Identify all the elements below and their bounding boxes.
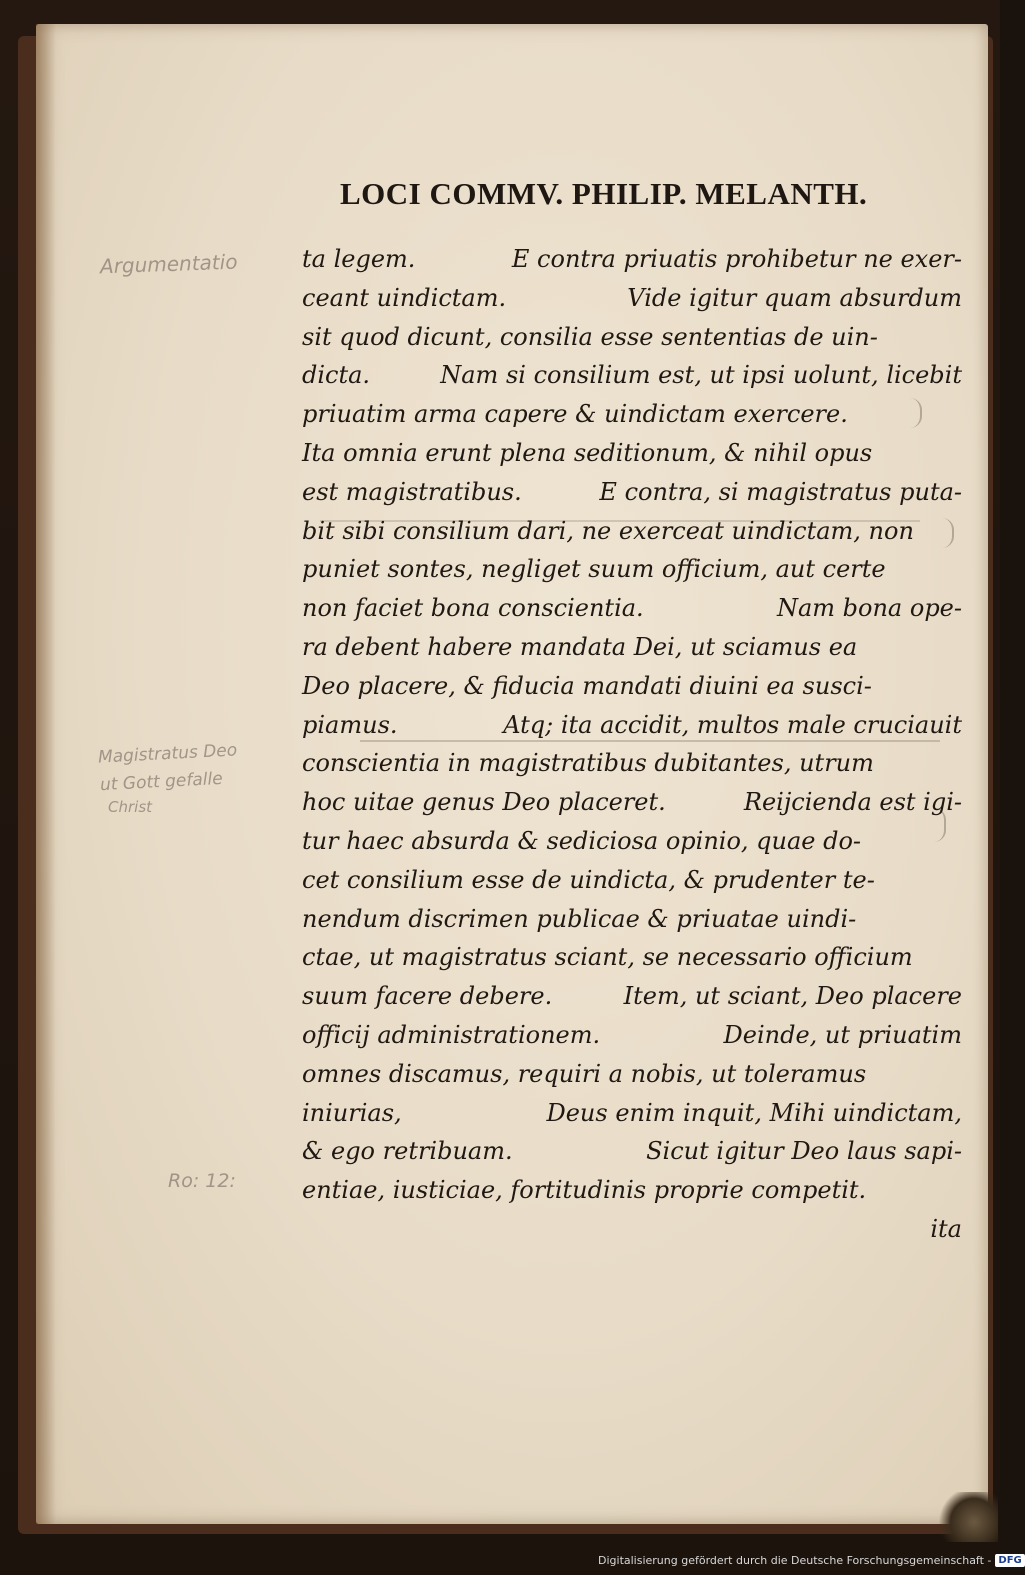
text-segment: conscientia in magistratibus dubitantes, utrum bbox=[302, 749, 874, 778]
text-line bbox=[302, 783, 962, 822]
text-segment: piamus. bbox=[302, 710, 398, 739]
funding-credit: Digitalisierung gefördert durch die Deutsche Forschungsgemeinschaft - bbox=[598, 1553, 992, 1567]
text-segment: omnes discamus, requiri a nobis, ut toleramus bbox=[302, 1059, 867, 1088]
text-segment: cet consilium esse de uindicta, & prudenter te- bbox=[302, 865, 875, 894]
margin-note: ut Gott gefalle bbox=[99, 768, 224, 796]
text-segment: bit sibi consilium dari, ne exerceat uindictam, non bbox=[302, 516, 914, 545]
catchword bbox=[302, 1210, 962, 1249]
text-line bbox=[302, 977, 962, 1016]
text-segment: hoc uitae genus Deo placeret. bbox=[302, 788, 666, 817]
text-segment: Vide igitur quam absurdum bbox=[627, 283, 962, 312]
text-segment: Deus enim inquit, Mihi uindictam, bbox=[546, 1098, 962, 1127]
text-segment: dicta. bbox=[302, 361, 371, 390]
text-segment: ceant uindictam. bbox=[302, 283, 507, 312]
text-line bbox=[302, 473, 962, 512]
text-line bbox=[302, 1016, 962, 1055]
text-segment: iniurias, bbox=[302, 1098, 402, 1127]
text-segment: Reijcienda est igi- bbox=[743, 788, 962, 817]
text-segment: ra debent habere mandata Dei, ut sciamus ea bbox=[302, 632, 858, 661]
text-line bbox=[302, 1132, 962, 1171]
margin-note: Ro: 12: bbox=[168, 1170, 236, 1192]
text-segment: sit quod dicunt, consilia esse sententias de uin- bbox=[302, 322, 878, 351]
text-segment: Nam si consilium est, ut ipsi uolunt, licebit bbox=[440, 361, 962, 390]
text-segment: E contra priuatis prohibetur ne exer- bbox=[511, 245, 962, 273]
footer bbox=[598, 1550, 1025, 1570]
text-line bbox=[302, 628, 962, 667]
text-segment: ta legem. bbox=[302, 245, 416, 273]
text-segment: suum facere debere. bbox=[302, 982, 553, 1011]
text-segment: Item, ut sciant, Deo placere bbox=[623, 982, 962, 1011]
text-line bbox=[302, 938, 962, 977]
text-line bbox=[302, 1055, 962, 1094]
text-line bbox=[302, 318, 962, 357]
margin-note: Christ bbox=[108, 798, 153, 816]
text-line bbox=[302, 744, 962, 783]
text-line bbox=[302, 861, 962, 900]
text-segment: E contra, si magistratus puta- bbox=[599, 477, 962, 506]
text-segment: non faciet bona conscientia. bbox=[302, 594, 644, 623]
text-line bbox=[302, 900, 962, 939]
text-segment: Deo placere, & fiducia mandati diuini ea susci- bbox=[302, 671, 872, 700]
text-segment: Deinde, ut priuatim bbox=[723, 1020, 962, 1049]
text-segment: & ego retribuam. bbox=[302, 1137, 513, 1166]
text-line bbox=[302, 706, 962, 745]
text-line bbox=[302, 512, 962, 551]
text-line bbox=[302, 240, 962, 279]
text-segment: nendum discrimen publicae & priuatae uindi- bbox=[302, 904, 857, 933]
text-segment: priuatim arma capere & uindictam exercere. bbox=[302, 400, 848, 429]
text-segment: ctae, ut magistratus sciant, se necessario officium bbox=[302, 943, 913, 972]
text-segment: puniet sontes, negliget suum officium, aut certe bbox=[302, 555, 886, 584]
text-line bbox=[302, 589, 962, 628]
text-segment: tur haec absurda & sediciosa opinio, quae do- bbox=[302, 826, 862, 855]
text-line bbox=[302, 550, 962, 589]
text-line bbox=[302, 822, 962, 861]
text-line bbox=[302, 1094, 962, 1133]
cover-ornament bbox=[938, 1492, 998, 1542]
text-segment: Nam bona ope- bbox=[776, 594, 962, 623]
text-segment: Sicut igitur Deo laus sapi- bbox=[646, 1137, 962, 1166]
text-segment: Ita omnia erunt plena seditionum, & nihil opus bbox=[302, 438, 873, 467]
text-line bbox=[302, 1171, 962, 1210]
text-line bbox=[302, 667, 962, 706]
dfg-logo: DFG bbox=[995, 1554, 1024, 1567]
gutter-shadow bbox=[36, 24, 56, 1524]
text-segment: officij administrationem. bbox=[302, 1020, 601, 1049]
text-line bbox=[302, 434, 962, 473]
text-line bbox=[302, 279, 962, 318]
text-line bbox=[302, 395, 962, 434]
catchword-text: ita bbox=[930, 1214, 962, 1243]
text-segment: entiae, iusticiae, fortitudinis proprie competit. bbox=[302, 1176, 867, 1205]
text-line bbox=[302, 356, 962, 395]
text-segment: est magistratibus. bbox=[302, 477, 522, 506]
margin-note: Argumentatio bbox=[99, 249, 238, 279]
margin-note: Magistratus Deo bbox=[97, 740, 238, 768]
running-head: LOCI COMMV. PHILIP. MELANTH. bbox=[340, 176, 868, 211]
text-segment: Atq; ita accidit, multos male cruciauit bbox=[503, 710, 962, 739]
body-text bbox=[302, 240, 962, 1249]
